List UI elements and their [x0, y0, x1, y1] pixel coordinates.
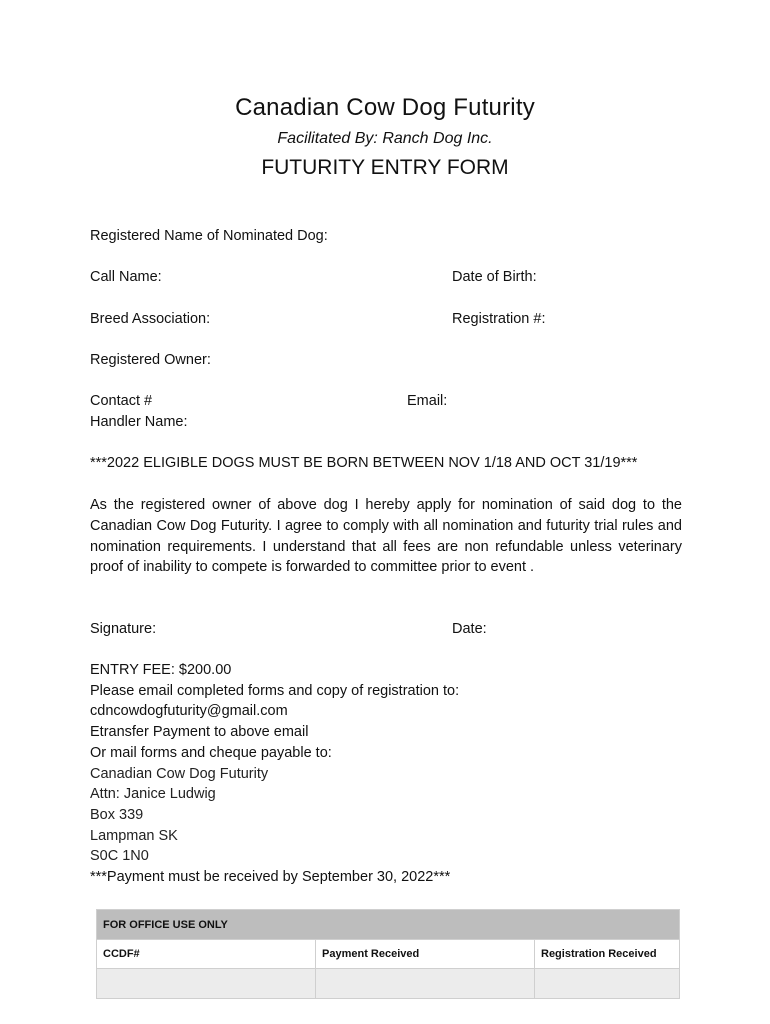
- mailing-address-name: Canadian Cow Dog Futurity: [90, 765, 269, 782]
- office-use-table: [96, 909, 680, 999]
- registration-received-column-header: Registration Received: [535, 940, 680, 969]
- registered-name-label: Registered Name of Nominated Dog:: [90, 228, 328, 244]
- breed-association-label: Breed Association:: [90, 311, 211, 327]
- etransfer-instruction: Etransfer Payment to above email: [90, 724, 309, 741]
- mailing-address-postal: S0C 1N0: [90, 848, 149, 865]
- ccdf-column-header: CCDF#: [97, 940, 316, 969]
- contact-email-address: cdncowdogfuturity@gmail.com: [90, 703, 288, 720]
- payment-instructions: [90, 660, 690, 888]
- date-of-birth-label: Date of Birth:: [452, 269, 537, 285]
- payment-received-column-header: Payment Received: [316, 940, 535, 969]
- eligibility-notice: ***2022 ELIGIBLE DOGS MUST BE BORN BETWEEN NOV 1/18 AND OCT 31/19***: [90, 455, 638, 471]
- ccdf-cell[interactable]: [97, 969, 316, 999]
- form-title: FUTURITY ENTRY FORM: [261, 156, 509, 179]
- contact-label: Contact #: [90, 393, 153, 409]
- mailing-address-city: Lampman SK: [90, 827, 178, 844]
- registered-owner-label: Registered Owner:: [90, 352, 211, 368]
- handler-name-label: Handler Name:: [90, 414, 188, 430]
- mailing-address-attn: Attn: Janice Ludwig: [90, 786, 216, 803]
- entry-fee: ENTRY FEE: $200.00: [90, 662, 232, 678]
- email-label: Email:: [407, 393, 448, 409]
- office-use-header: FOR OFFICE USE ONLY: [97, 910, 680, 940]
- facilitator-subtitle: Facilitated By: Ranch Dog Inc.: [277, 130, 493, 147]
- page-title: Canadian Cow Dog Futurity: [235, 94, 535, 121]
- registration-number-label: Registration #:: [452, 311, 546, 327]
- payment-deadline: ***Payment must be received by September 30, 2022***: [90, 869, 451, 886]
- agreement-paragraph: As the registered owner of above dog I hereby apply for nomination of said dog to the Canadian Cow Dog Futurity. I agree to comply with all nomination and futurity trial rules and nomination requirements. I understand that all fees are non refundable unless veterinary proof of inability to compete is forwarded to committee prior to event .: [90, 497, 682, 576]
- call-name-label: Call Name:: [90, 269, 162, 285]
- signature-label: Signature:: [90, 621, 157, 637]
- mail-instruction: Or mail forms and cheque payable to:: [90, 744, 332, 761]
- payment-received-cell[interactable]: [316, 969, 535, 999]
- signature-date-label: Date:: [452, 621, 487, 637]
- registration-received-cell[interactable]: [535, 969, 680, 999]
- mailing-address-box: Box 339: [90, 806, 144, 823]
- email-instruction: Please email completed forms and copy of registration to:: [90, 682, 460, 699]
